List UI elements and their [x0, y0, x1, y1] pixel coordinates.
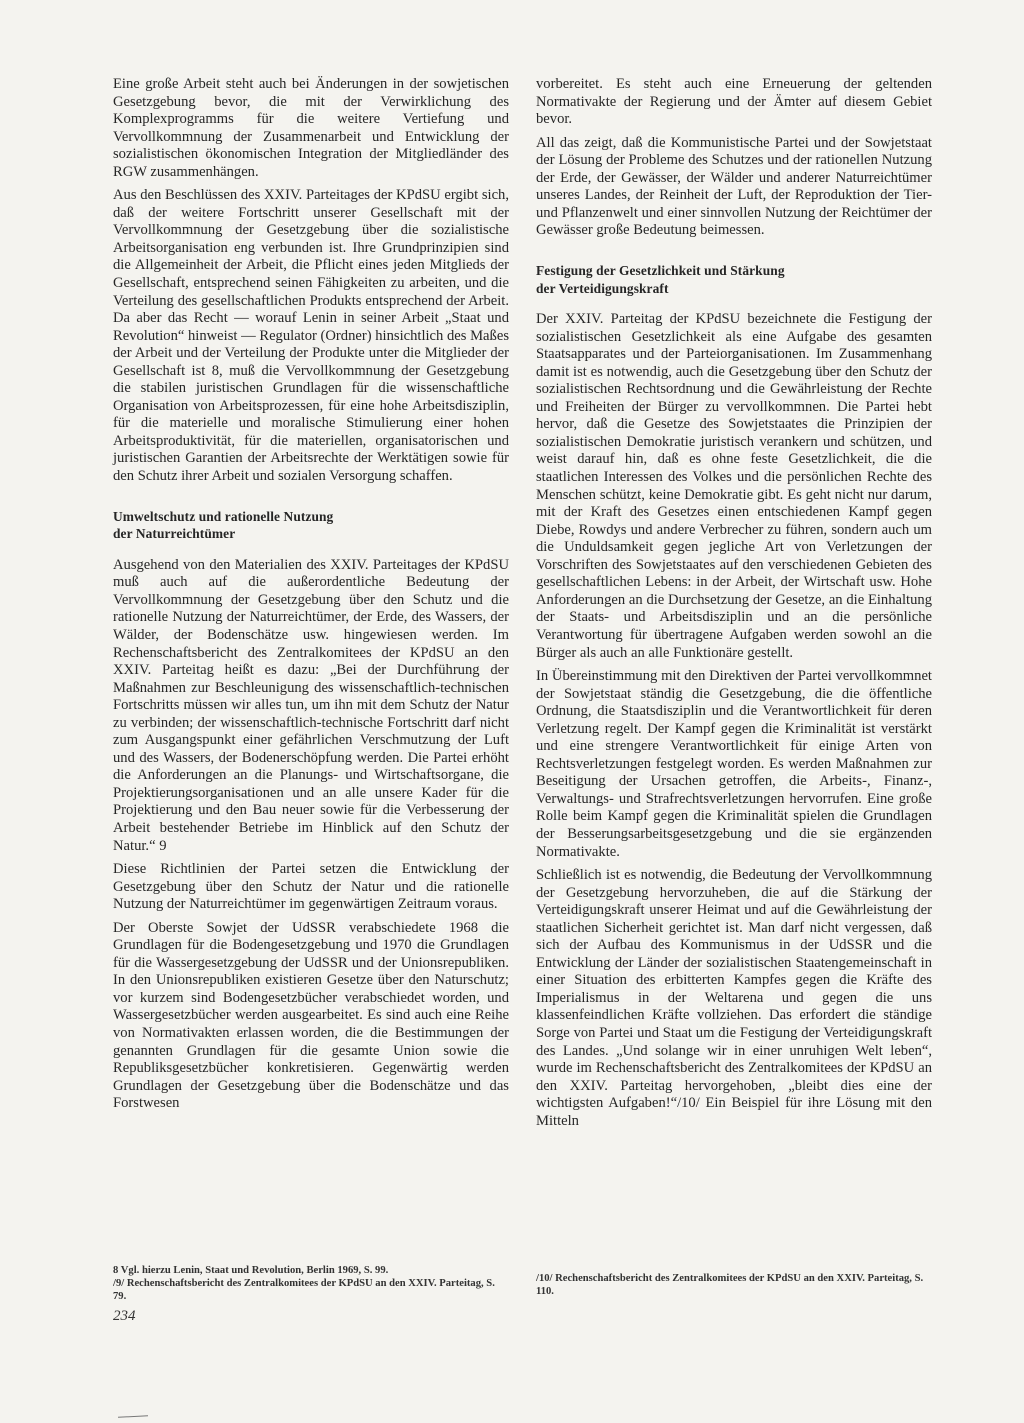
paragraph: Diese Richtlinien der Partei setzen die Entwicklung der Gesetzgebung über den Schutz der Natur und die rationelle Nutzung der Naturreichtümer im gegenwärtigen Zeitraum voraus.: [113, 861, 509, 913]
paragraph: Der XXIV. Parteitag der KPdSU bezeichnete die Festigung der sozialistischen Gesetzlichkeit als eine Aufgabe des gesamten Staatsapparates und der Parteiorganisationen. Im Zusammenhang damit ist es notwendig, auch die Gesetzgebung über den Schutz der sozialistischen Rechtsordnung und die Gewährleistung der Rechte und Freiheiten der Bürger zu vervollkommnen. Die Partei hebt hervor, daß die Gesetze des Sowjetstaates die Prinzipien der sozialistischen Demokratie juristisch verankern und schützen, und weist darauf hin, daß es ohne feste Gesetzlichkeit, die die staatlichen Interessen des Volkes und die persönlichen Rechte des Menschen schützt, keine Demokratie gibt. Es geht nicht nur darum, mit der Kraft des Gesetzes einen entschiedenen Kampf gegen Diebe, Rowdys und andere Verbrecher zu führen, sondern auch um die Unduldsamkeit gegen jegliche Art von Verletzungen der Vorschriften des Sowjetstaates auf den verschiedenen Gebieten des gesellschaftlichen Lebens: in der Arbeit, der Wirtschaft usw. Hohe Anforderungen an die Durchsetzung der Gesetze, an die Einhaltung der Staats- und Arbeitsdisziplin und an die persönliche Verantwortung für übertragene Aufgaben werden sowohl an die Bürger als auch an alle Funktionäre gestellt.: [536, 311, 932, 661]
paragraph: In Übereinstimmung mit den Direktiven der Partei vervollkommnet der Sowjetstaat ständig die Gesetzgebung, die die öffentliche Ordnung, die Staatsdisziplin und die Verantwortlichkeit für deren Verletzung regelt. Der Kampf gegen die Kriminalität ist verstärkt und eine strengere Verantwortlichkeit für einige Arten von Rechtsverletzungen festgelegt worden. Es werden Maßnahmen zur Beseitigung der Ursachen getroffen, die Arbeits-, Finanz-, Verwaltungs- und Strafrechtsverletzungen hervorrufen. Eine große Rolle beim Kampf gegen die Kriminalität spielen die Grundlagen der Besserungsarbeitsgesetzgebung und die sie ergänzenden Normativakte.: [536, 668, 932, 860]
paragraph: Ausgehend von den Materialien des XXIV. Parteitages der KPdSU muß auch auf die außerordentliche Bedeutung der Vervollkommnung der Gesetzgebung über den Schutz und die rationelle Nutzung der Naturreichtümer, der Erde, des Wassers, der Wälder, der Bodenschätze usw. hingewiesen werden. Im Rechenschaftsbericht des Zentralkomitees der KPdSU an den XXIV. Parteitag heißt es dazu: „Bei der Durchführung der Maßnahmen zur Beschleunigung des wissenschaftlich-technischen Fortschritts müssen wir alles tun, um ihn mit dem Schutz der Natur zu verbinden; der wissenschaftlich-technische Fortschritt darf nicht zum Ausgangspunkt einer gefährlichen Verschmutzung der Luft und des Wassers, der Bodenerschöpfung werden. Die Partei erhöht die Anforderungen an die Planungs- und Wirtschaftsorgane, die Projektierungsorganisationen und an alle unsere Kader für die Projektierung und den Bau neuer sowie für die Verbesserung der Arbeit bestehender Betriebe im Hinblick auf den Schutz der Natur.“ 9: [113, 556, 509, 854]
section-heading-line: der Verteidigungskraft: [536, 280, 669, 296]
scan-mark: [118, 1415, 148, 1418]
paragraph: Schließlich ist es notwendig, die Bedeutung der Vervollkommnung der Gesetzgebung hervorzuheben, die auf die Stärkung der Verteidigungskraft unserer Heimat und auf die Gewährleistung der staatlichen Sicherheit gerichtet ist. Man darf nicht vergessen, daß sich der Aufbau des Kommunismus in der UdSSR und die Entwicklung der Länder der sozialistischen Staatengemeinschaft in einer Situation des erbitterten Kampfes gegen die Kräfte des Imperialismus in der Weltarena und gegen die uns klassenfeindlichen Kräfte vollziehen. Das erfordert die ständige Sorge von Partei und Staat um die Festigung der Verteidigungskraft des Landes. „Und solange wir in einer unruhigen Welt leben“, wurde im Rechenschaftsbericht des Zentralkomitees der KPdSU an den XXIV. Parteitag hervorgehoben, „bleibt dies eine der wichtigsten Aufgaben!“/10/ Ein Beispiel für ihre Lösung mit den Mitteln: [536, 867, 932, 1129]
right-column: [536, 76, 932, 1136]
paragraph: Eine große Arbeit steht auch bei Änderungen in der sowjetischen Gesetzgebung bevor, die mit der Verwirklichung des Komplexprogramms für die weitere Vertiefung und Vervollkommnung der Zusammenarbeit und Entwicklung der sozialistischen ökonomischen Integration der Mitgliedländer des RGW zusammenhängen.: [113, 76, 509, 180]
paragraph: vorbereitet. Es steht auch eine Erneuerung der geltenden Normativakte der Regierung und der Ämter auf diesem Gebiet bevor.: [536, 76, 932, 128]
page-number: 234: [113, 1308, 136, 1324]
paragraph: Der Oberste Sowjet der UdSSR verabschiedete 1968 die Grundlagen für die Bodengesetzgebung und 1970 die Grundlagen für die Wassergesetzgebung der UdSSR und der Unionsrepubliken. In den Unionsrepubliken existieren Gesetze über den Naturschutz; vor kurzem sind Bodengesetzbücher verabschiedet worden, und Wassergesetzbücher werden ausgearbeitet. Es sind auch eine Reihe von Normativakten erlassen worden, die die Bestimmungen der genannten Grundlagen für die gesamte Union sowie die Republiksgesetzbücher konkretisieren. Gegenwärtig werden Grundlagen der Gesetzgebung über die Bodenschätze und das Forstwesen: [113, 919, 509, 1112]
footnotes-right: [536, 1272, 932, 1298]
paragraph: Aus den Beschlüssen des XXIV. Parteitages der KPdSU ergibt sich, daß der weitere Fortschritt unserer Gesellschaft mit der Vervollkommnung der Gesetzgebung über die sozialistische Arbeitsorganisation eng verbunden ist. Ihre Grundprinzipien sind die Allgemeinheit der Arbeit, die Pflicht eines jeden Mitglieds der Gesellschaft, entsprechend seinen Fähigkeiten zu arbeiten, und die Verteilung des gesellschaftlichen Produkts entsprechend der Arbeit. Da aber das Recht — worauf Lenin in seiner Arbeit „Staat und Revolution“ hinweist — Regulator (Ordner) hinsichtlich des Maßes der Arbeit und der Verteilung der Produkte unter die Mitglieder der Gesellschaft ist 8, muß die Vervollkommnung der Gesetzgebung die stabilen juristischen Grundlagen für die wissenschaftliche Organisation von Arbeitsprozessen, für eine hohe Arbeitsdisziplin, für die materielle und moralische Stimulierung einer hohen Arbeitsproduktivität, für die materiellen, organisatorischen und juristischen Garantien der Arbeitsrechte der Werktätigen sowie für den Schutz ihrer Arbeit und sozialen Versorgung schaffen.: [113, 187, 509, 485]
footnote: /9/ Rechenschaftsbericht des Zentralkomitees der KPdSU an den XXIV. Parteitag, S. 79.: [113, 1278, 495, 1302]
footnotes-left: [113, 1264, 509, 1303]
footnote: /10/ Rechenschaftsbericht des Zentralkomitees der KPdSU an den XXIV. Parteitag, S. 110.: [536, 1273, 924, 1297]
footnote: 8 Vgl. hierzu Lenin, Staat und Revolution, Berlin 1969, S. 99.: [113, 1265, 389, 1276]
section-heading-line: Festigung der Gesetzlichkeit und Stärkung: [536, 262, 785, 278]
left-column: [113, 76, 509, 1119]
section-heading-line: Umweltschutz und rationelle Nutzung: [113, 508, 334, 524]
section-heading: [113, 508, 509, 543]
section-heading: [536, 262, 932, 297]
section-heading-line: der Naturreichtümer: [113, 526, 236, 542]
paragraph: All das zeigt, daß die Kommunistische Partei und der Sowjetstaat der Lösung der Probleme des Schutzes und der rationellen Nutzung der Erde, der Gewässer, der Wälder und anderer Naturreichtümer unseres Landes, der Reinheit der Luft, der Reproduktion der Tier- und Pflanzenwelt und einer sinnvollen Nutzung der Reichtümer der Gewässer große Bedeutung beimessen.: [536, 134, 932, 239]
